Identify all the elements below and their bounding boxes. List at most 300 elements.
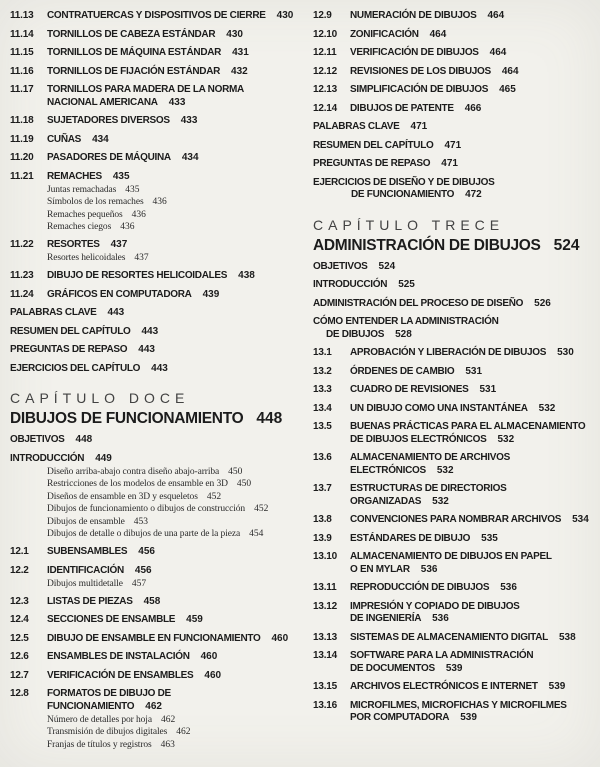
page-number: 539	[460, 712, 477, 723]
page-number: 435	[112, 170, 130, 182]
title-line: BUENAS PRÁCTICAS PARA EL ALMACENAMIENTO	[350, 421, 586, 432]
title-line: NACIONAL AMERICANA 433	[47, 96, 186, 108]
toc-section-entry	[313, 366, 600, 379]
title-line: IDENTIFICACIÓN 456	[47, 564, 152, 576]
plain-title	[313, 140, 461, 153]
page-number: 437	[134, 253, 149, 263]
chapter-label: CAPÍTULO DOCE	[10, 390, 190, 406]
title-line: ELECTRÓNICOS 532	[350, 464, 454, 476]
page-number: 524	[378, 260, 396, 272]
toc-plain-entry	[313, 279, 600, 292]
section-number: 12.6	[10, 651, 29, 662]
toc-section-entry	[10, 239, 300, 252]
toc-sub-entry	[10, 467, 300, 478]
section-number: 11.17	[10, 84, 34, 95]
title-line: PALABRAS CLAVE 471	[313, 121, 428, 132]
section-title	[350, 347, 574, 360]
section-number: 13.7	[313, 483, 332, 494]
page-number: 471	[444, 139, 462, 151]
section-number: 13.11	[313, 582, 337, 593]
title-line: DIBUJO DE RESORTES HELICOIDALES 438	[47, 270, 255, 281]
toc-sub-entry	[10, 504, 300, 515]
page-number: 536	[432, 613, 449, 624]
page-number: 435	[125, 184, 140, 195]
section-title	[47, 633, 288, 646]
title-line: ARCHIVOS ELECTRÓNICOS E INTERNET 539	[350, 681, 566, 692]
title-line: LISTAS DE PIEZAS 458	[47, 595, 161, 607]
toc-section-entry	[10, 565, 300, 578]
page-number: 433	[168, 96, 186, 108]
toc-section-entry	[10, 29, 300, 42]
page-number: 460	[271, 632, 289, 644]
plain-title	[313, 298, 551, 311]
section-number: 13.12	[313, 600, 338, 612]
page-number: 437	[110, 239, 128, 250]
title-line: INTRODUCCIÓN 449	[10, 452, 112, 464]
section-number: 12.13	[313, 84, 338, 95]
title-line: MICROFILMES, MICROFICHAS Y MICROFILMES	[350, 699, 567, 711]
section-title	[47, 596, 160, 609]
page-number: 452	[206, 491, 222, 502]
toc-section-entry	[10, 651, 300, 664]
page-number: 536	[420, 563, 438, 575]
toc-section-entry	[313, 103, 600, 116]
toc-section-entry	[313, 66, 600, 79]
title-line: SUBENSAMBLES 456	[47, 546, 155, 557]
title-line: ALMACENAMIENTO DE ARCHIVOS	[350, 452, 510, 463]
toc-section-entry	[313, 403, 600, 416]
toc-sub-entry	[10, 479, 300, 490]
section-number: 13.16	[313, 699, 338, 711]
section-number: 12.10	[313, 28, 338, 40]
title-line: EJERCICIOS DEL CAPÍTULO 443	[10, 362, 168, 374]
plain-title	[10, 307, 124, 320]
toc-sub-entry	[10, 529, 300, 540]
page-number: 531	[479, 384, 497, 395]
toc-section-entry	[10, 66, 300, 79]
title-line: SUJETADORES DIVERSOS 433	[47, 115, 198, 126]
section-title	[350, 650, 533, 675]
page-number: 436	[120, 222, 135, 232]
toc-sub-entry	[10, 253, 300, 264]
section-number: 13.1	[313, 347, 332, 358]
section-number: 11.13	[10, 10, 34, 21]
section-title	[350, 632, 576, 645]
title-line: VERIFICACIÓN DE DIBUJOS 464	[350, 47, 507, 58]
toc-section-entry	[313, 384, 600, 397]
page-number: 534	[572, 514, 589, 525]
title-line: CUADRO DE REVISIONES 531	[350, 384, 497, 395]
title-line: ÓRDENES DE CAMBIO 531	[350, 365, 483, 377]
section-title	[350, 66, 519, 79]
sub-title-line: Símbolos de los remaches 436	[47, 197, 167, 207]
toc-section-entry	[313, 452, 600, 477]
section-title	[350, 103, 481, 116]
toc-plain-entry	[313, 177, 600, 202]
title-line: REVISIONES DE LOS DIBUJOS 464	[350, 65, 519, 77]
toc-section-entry	[313, 582, 600, 595]
toc-section-entry	[313, 347, 600, 360]
toc-section-entry	[313, 483, 600, 508]
title-line: EJERCICIOS DE DISEÑO Y DE DIBUJOS	[313, 176, 495, 188]
page-number: 532	[538, 402, 556, 414]
title-line: REPRODUCCIÓN DE DIBUJOS 536	[350, 582, 517, 593]
title-line: FUNCIONAMIENTO 462	[47, 700, 162, 712]
chapter-title: ADMINISTRACIÓN DE DIBUJOS 524	[313, 236, 580, 254]
plain-title	[10, 344, 155, 357]
chapter-title: DIBUJOS DE FUNCIONAMIENTO 448	[10, 410, 283, 427]
page-number: 464	[501, 65, 519, 77]
page-number: 526	[534, 297, 551, 309]
page-number: 532	[497, 433, 515, 445]
sub-title-line: Franjas de títulos y registros 463	[47, 739, 175, 750]
toc-section-entry	[10, 171, 300, 184]
page-number: 462	[160, 714, 176, 725]
toc-section-entry	[10, 614, 300, 627]
section-title	[350, 700, 567, 725]
title-line: PREGUNTAS DE REPASO 443	[10, 344, 155, 355]
toc-plain-entry	[313, 261, 600, 274]
toc-sub-entry	[10, 517, 300, 528]
title-line: RESORTES 437	[47, 239, 128, 250]
section-number: 12.5	[10, 632, 29, 644]
title-line: ESTRUCTURAS DE DIRECTORIOS	[350, 483, 507, 494]
toc-section-entry	[313, 700, 600, 725]
title-line: PALABRAS CLAVE 443	[10, 307, 125, 318]
page-number: 439	[202, 288, 220, 300]
title-line: DE DIBUJOS ELECTRÓNICOS 532	[350, 433, 515, 445]
toc-section-entry	[10, 596, 300, 609]
section-title	[47, 688, 171, 713]
section-number: 12.11	[313, 47, 337, 58]
page-number: 536	[500, 582, 517, 593]
page-number: 464	[487, 10, 505, 21]
toc-section-entry	[313, 84, 600, 97]
section-title	[350, 366, 482, 379]
title-line: DIBUJOS DE PATENTE 466	[350, 102, 482, 114]
page-number: 436	[131, 209, 146, 220]
page-number: 433	[180, 115, 198, 126]
toc-plain-entry	[10, 453, 300, 466]
section-number: 12.12	[313, 65, 338, 77]
section-number: 13.10	[313, 551, 338, 562]
title-line: OBJETIVOS 524	[313, 260, 396, 272]
sub-title-line: Remaches ciegos 436	[47, 222, 135, 232]
title-line: REMACHES 435	[47, 170, 130, 182]
page-number: 453	[133, 516, 149, 527]
title-line: CUÑAS 434	[47, 133, 109, 145]
page-number: 472	[465, 189, 482, 200]
page-number: 464	[489, 47, 507, 58]
section-number: 11.24	[10, 288, 34, 300]
title-line: CÓMO ENTENDER LA ADMINISTRACIÓN	[313, 316, 499, 327]
page-number: 531	[465, 365, 483, 377]
sub-title-line: Dibujos de ensamble 453	[47, 516, 149, 527]
section-number: 12.4	[10, 614, 29, 625]
page-number: 448	[75, 434, 93, 445]
toc-section-entry	[10, 134, 300, 147]
page-number: 456	[134, 564, 152, 576]
section-title	[350, 10, 504, 23]
title-line: DE FUNCIONAMIENTO 472	[351, 189, 482, 200]
toc-plain-entry	[313, 121, 600, 134]
section-title	[47, 152, 199, 165]
section-number: 13.5	[313, 421, 332, 432]
title-line: ADMINISTRACIÓN DEL PROCESO DE DISEÑO 526	[313, 297, 551, 309]
title-line: ZONIFICACIÓN 464	[350, 28, 447, 40]
page-number: 528	[395, 328, 412, 340]
page-number: 458	[143, 595, 161, 607]
sub-title-line: Transmisión de dibujos digitales 462	[47, 727, 191, 737]
section-title	[350, 384, 496, 397]
page-number: 462	[176, 727, 191, 737]
page-number: 443	[138, 344, 155, 355]
title-line: PREGUNTAS DE REPASO 471	[313, 158, 458, 169]
page-number: 432	[231, 65, 248, 77]
title-line: CONVENCIONES PARA NOMBRAR ARCHIVOS 534	[350, 514, 589, 525]
page-number: 532	[432, 495, 449, 507]
section-number: 13.14	[313, 650, 338, 661]
title-line: TORNILLOS DE CABEZA ESTÁNDAR 430	[47, 28, 243, 40]
toc-sub-entry	[10, 197, 300, 208]
toc-section-entry	[10, 152, 300, 165]
section-number: 13.2	[313, 365, 332, 377]
section-title	[47, 565, 152, 578]
section-number: 11.15	[10, 47, 34, 58]
sub-title-line: Restricciones de los modelos de ensamble en 3D 450	[47, 479, 252, 489]
page-number: 538	[558, 631, 576, 643]
page-number: 530	[557, 347, 574, 358]
sub-title-line: Dibujos de detalle o dibujos de una parte de la pieza 454	[47, 529, 264, 539]
sub-title-line: Resortes helicoidales 437	[47, 253, 149, 263]
toc-section-entry	[10, 115, 300, 128]
title-line: FORMATOS DE DIBUJO DE	[47, 688, 171, 699]
section-title	[350, 551, 552, 576]
title-line: OBJETIVOS 448	[10, 434, 93, 445]
sub-title-line: Juntas remachadas 435	[47, 184, 140, 195]
section-number: 11.18	[10, 115, 34, 126]
title-line: RESUMEN DEL CAPÍTULO 443	[10, 325, 159, 337]
page-number: 463	[160, 739, 175, 750]
page-number: 449	[95, 452, 112, 464]
page-number: 430	[226, 28, 243, 40]
toc-section-entry	[10, 10, 300, 23]
sub-title-line: Diseños de ensamble en 3D y esqueletos 452	[47, 491, 222, 502]
page-number: 465	[499, 84, 516, 95]
toc-section-entry	[10, 84, 300, 109]
toc-sub-entry	[10, 222, 300, 233]
toc-section-entry	[313, 47, 600, 60]
section-title	[350, 533, 498, 546]
section-title	[47, 115, 197, 128]
title-line: ALMACENAMIENTO DE DIBUJOS EN PAPEL	[350, 551, 552, 562]
section-title	[350, 601, 520, 626]
title-line: DE INGENIERÍA 536	[350, 613, 449, 624]
page-number: 524	[553, 236, 580, 254]
page-number: 443	[141, 325, 159, 337]
toc-section-entry	[313, 29, 600, 42]
toc-section-entry	[313, 533, 600, 546]
title-line: O EN MYLAR 536	[350, 563, 438, 575]
page-number: 539	[548, 681, 566, 692]
title-line: DE DIBUJOS 528	[326, 328, 412, 340]
section-title	[47, 29, 243, 42]
section-title	[47, 270, 255, 283]
title-line: IMPRESIÓN Y COPIADO DE DIBUJOS	[350, 600, 520, 612]
toc-plain-entry	[313, 158, 600, 171]
toc-section-entry	[10, 47, 300, 60]
title-line: ESTÁNDARES DE DIBUJO 535	[350, 532, 498, 544]
section-title	[47, 47, 249, 60]
toc-sub-entry	[10, 185, 300, 196]
section-number: 11.16	[10, 65, 34, 77]
section-title	[47, 651, 217, 664]
section-number: 11.22	[10, 239, 34, 250]
section-title	[47, 10, 293, 23]
section-number: 11.21	[10, 170, 34, 182]
toc-plain-entry	[313, 316, 600, 341]
section-title	[350, 681, 565, 694]
section-title	[350, 483, 506, 508]
title-line: DE DOCUMENTOS 539	[350, 662, 463, 674]
page-number: 456	[138, 546, 155, 557]
section-number: 13.6	[313, 452, 332, 463]
section-title	[350, 582, 517, 595]
plain-title	[313, 177, 494, 202]
section-title	[47, 670, 221, 683]
page-number: 464	[429, 28, 447, 40]
section-number: 12.2	[10, 564, 29, 576]
toc-plain-entry	[10, 344, 300, 357]
section-title	[350, 84, 516, 97]
plain-title	[313, 261, 395, 274]
section-number: 12.1	[10, 546, 29, 557]
section-number: 11.19	[10, 133, 34, 145]
title-line: TORNILLOS DE FIJACIÓN ESTÁNDAR 432	[47, 65, 248, 77]
section-title	[47, 171, 130, 184]
page-number: 471	[441, 158, 458, 169]
toc-section-entry	[10, 688, 300, 713]
chapter-heading	[313, 217, 600, 255]
page-number: 532	[436, 464, 454, 476]
title-line: RESUMEN DEL CAPÍTULO 471	[313, 139, 462, 151]
toc-plain-entry	[10, 363, 300, 376]
title-line: SIMPLIFICACIÓN DE DIBUJOS 465	[350, 84, 516, 95]
plain-title	[313, 316, 499, 341]
page-number: 431	[232, 47, 249, 58]
toc-section-entry	[10, 546, 300, 559]
page-number: 454	[249, 529, 264, 539]
title-line: GRÁFICOS EN COMPUTADORA 439	[47, 288, 220, 300]
section-number: 11.14	[10, 28, 34, 40]
section-number: 12.7	[10, 669, 29, 681]
sub-title-line: Diseño arriba-abajo contra diseño abajo-arriba 450	[47, 466, 243, 477]
page-number: 457	[131, 578, 147, 589]
plain-title	[313, 158, 458, 171]
page-number: 460	[204, 669, 222, 681]
plain-title	[313, 279, 415, 292]
section-title	[47, 614, 203, 627]
title-line: SOFTWARE PARA LA ADMINISTRACIÓN	[350, 650, 534, 661]
section-number: 13.13	[313, 631, 338, 643]
toc-sub-entry	[10, 727, 300, 738]
section-number: 12.3	[10, 595, 29, 607]
section-number: 12.14	[313, 102, 338, 114]
page-number: 436	[152, 197, 167, 207]
toc-section-entry	[313, 421, 600, 446]
toc-sub-entry	[10, 715, 300, 726]
page-number: 462	[145, 700, 162, 712]
section-number: 13.4	[313, 402, 332, 414]
section-title	[47, 289, 219, 302]
page-number: 452	[254, 504, 269, 514]
page-number: 443	[107, 307, 125, 318]
page-number: 466	[464, 102, 482, 114]
toc-section-entry	[10, 289, 300, 302]
toc-sub-entry	[10, 579, 300, 590]
chapter-label: CAPÍTULO TRECE	[313, 216, 505, 233]
toc-section-entry	[313, 514, 600, 527]
title-line: PASADORES DE MÁQUINA 434	[47, 152, 199, 163]
page-number: 525	[398, 279, 415, 290]
section-title	[350, 514, 589, 527]
section-title	[350, 403, 555, 416]
section-number: 11.23	[10, 270, 34, 281]
page-number: 450	[236, 479, 252, 489]
toc-sub-entry	[10, 210, 300, 221]
plain-title	[10, 453, 112, 466]
toc-section-entry	[10, 670, 300, 683]
toc-plain-entry	[313, 298, 600, 311]
sub-title-line: Número de detalles por hoja 462	[47, 714, 176, 725]
section-number: 13.15	[313, 681, 338, 692]
title-line: TORNILLOS DE MÁQUINA ESTÁNDAR 431	[47, 47, 249, 58]
section-title	[350, 452, 510, 477]
toc-section-entry	[313, 10, 600, 23]
toc-section-entry	[313, 632, 600, 645]
page-number: 460	[200, 651, 218, 662]
toc-column-left	[10, 10, 300, 761]
page-number: 459	[186, 614, 203, 625]
title-line: POR COMPUTADORA 539	[350, 712, 477, 723]
page-number: 471	[410, 121, 428, 132]
plain-title	[10, 363, 168, 376]
sub-title-line: Remaches pequeños 436	[47, 209, 146, 220]
section-title	[47, 239, 127, 252]
section-number: 13.8	[313, 514, 332, 525]
title-line: CONTRATUERCAS Y DISPOSITIVOS DE CIERRE 430	[47, 10, 294, 21]
section-title	[47, 134, 109, 147]
toc-plain-entry	[10, 434, 300, 447]
title-line: ORGANIZADAS 532	[350, 495, 449, 507]
page-number: 448	[256, 410, 283, 427]
toc-plain-entry	[10, 326, 300, 339]
page-number: 443	[151, 362, 168, 374]
page-number: 434	[181, 152, 199, 163]
toc-section-entry	[313, 601, 600, 626]
title-line: DIBUJO DE ENSAMBLE EN FUNCIONAMIENTO 460	[47, 632, 289, 644]
section-title	[47, 546, 155, 559]
title-line: TORNILLOS PARA MADERA DE LA NORMA	[47, 84, 244, 95]
section-number: 13.3	[313, 384, 332, 395]
sub-title-line: Dibujos de funcionamiento o dibujos de construcción 452	[47, 504, 269, 514]
plain-title	[313, 121, 427, 134]
toc-plain-entry	[313, 140, 600, 153]
section-title	[350, 47, 506, 60]
page-number: 450	[228, 466, 243, 477]
toc-section-entry	[313, 551, 600, 576]
page-number: 539	[445, 662, 463, 674]
